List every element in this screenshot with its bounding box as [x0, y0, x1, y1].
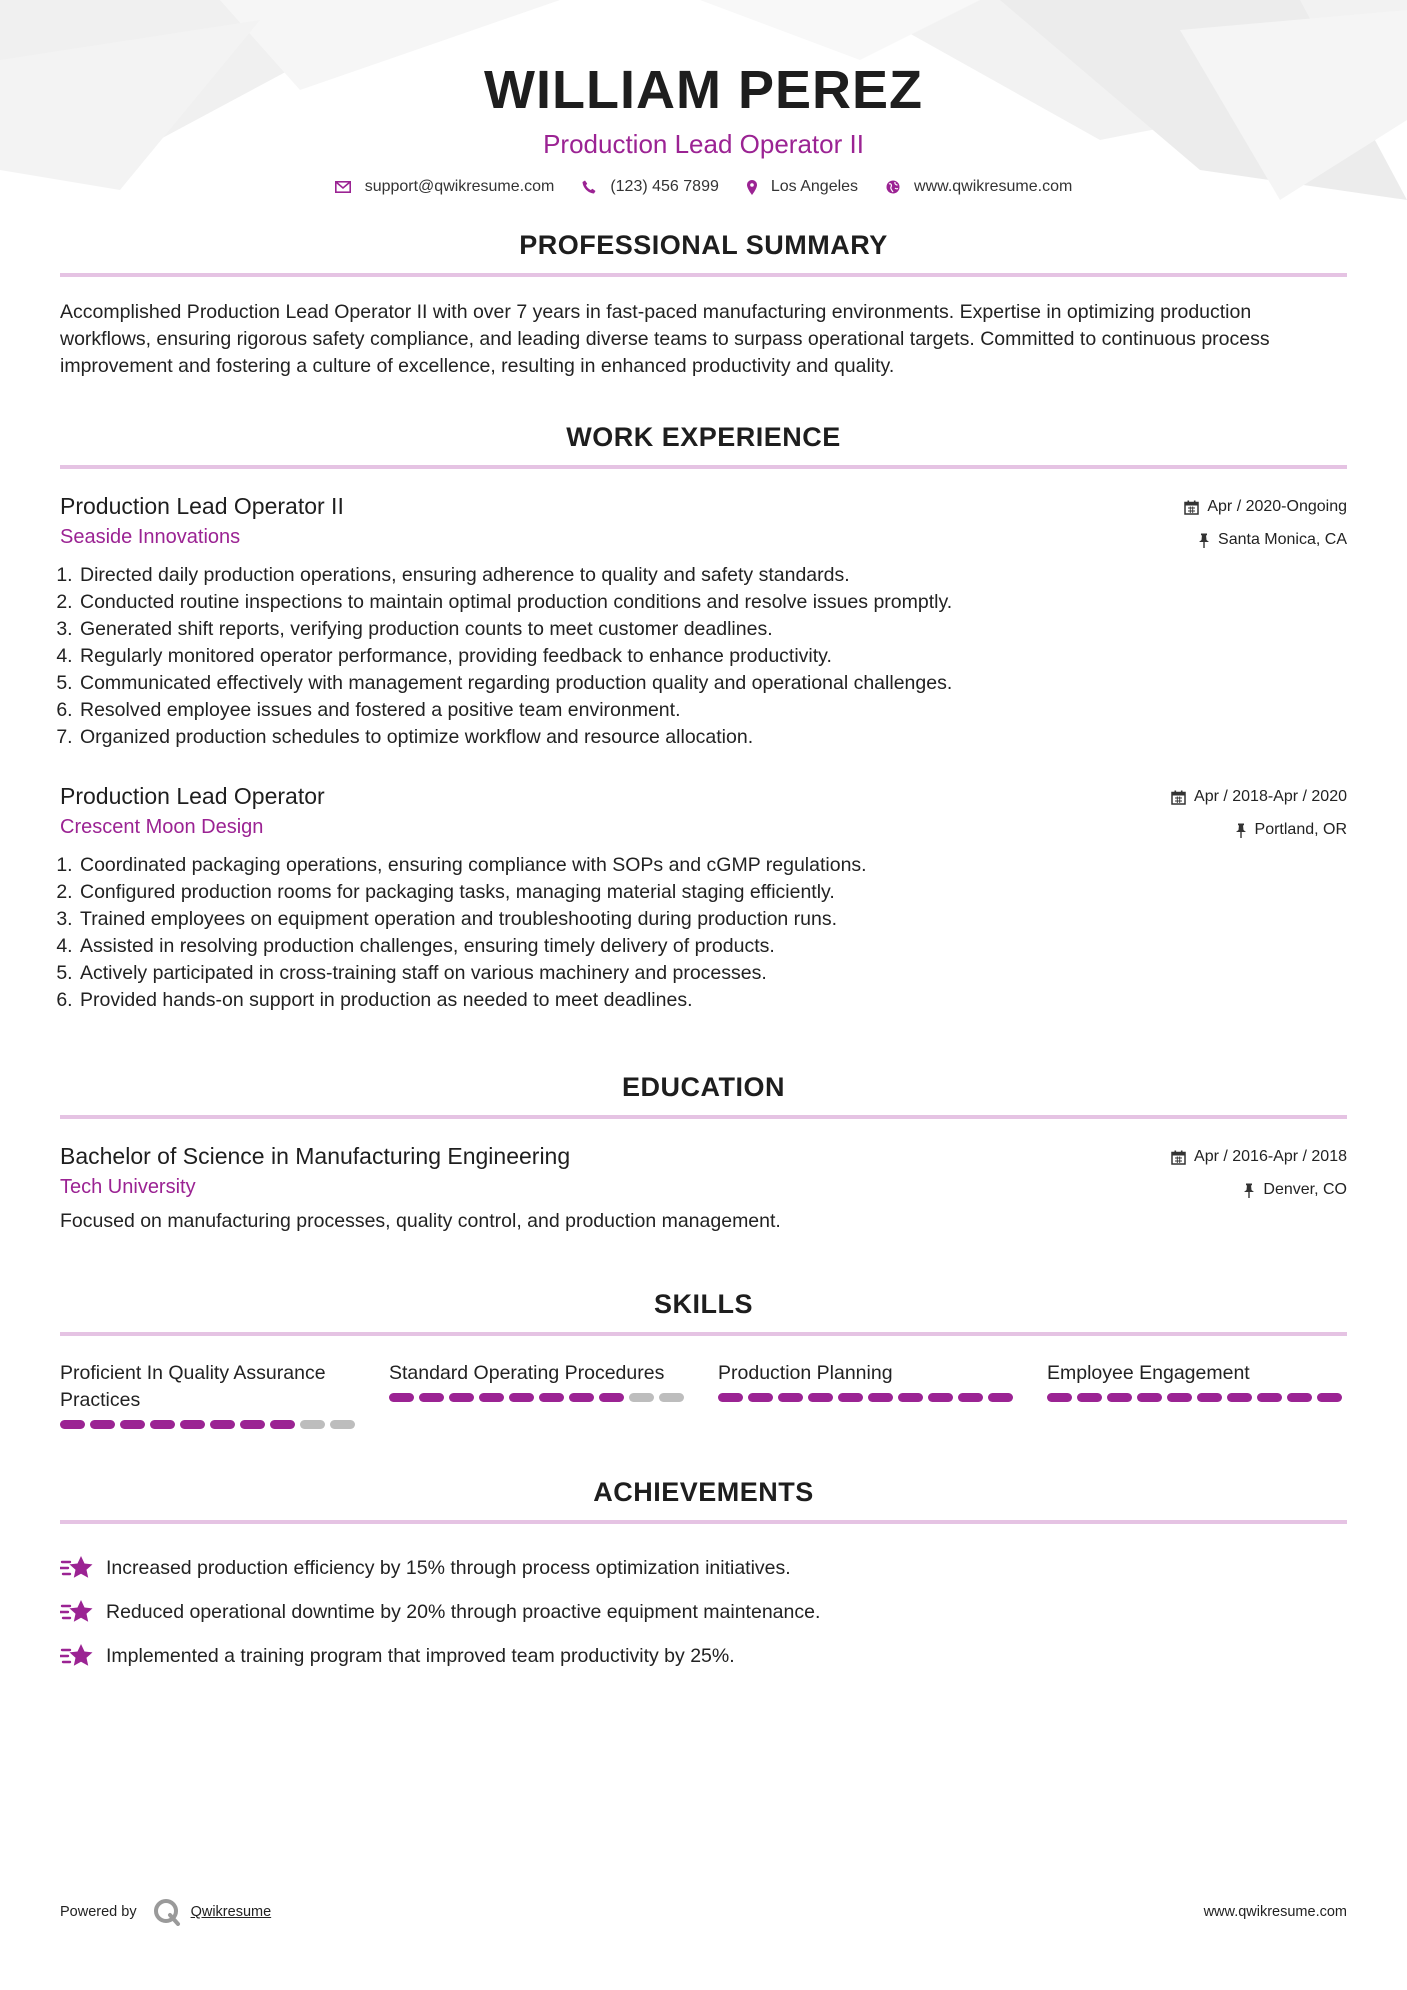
- skill-level-segment-filled: [1077, 1393, 1102, 1402]
- powered-by-label: Powered by: [60, 1904, 137, 1920]
- skill-level-segment-filled: [838, 1393, 863, 1402]
- skill-level-segment-empty: [629, 1393, 654, 1402]
- phone-icon: [582, 180, 596, 194]
- skill-rating: [389, 1393, 689, 1402]
- achievement-item: [60, 1634, 1347, 1678]
- resume-header: [0, 0, 1407, 196]
- skill-level-segment-filled: [1137, 1393, 1162, 1402]
- skill-level-segment-filled: [240, 1420, 265, 1429]
- footer-website-link[interactable]: www.qwikresume.com: [1203, 1904, 1347, 1920]
- skill-level-segment-filled: [210, 1420, 235, 1429]
- skill-rating: [1047, 1393, 1347, 1402]
- list-item: 3. Generated shift reports, verifying production counts to meet customer deadlines.: [78, 616, 1347, 643]
- skill-level-segment-filled: [958, 1393, 983, 1402]
- skill-level-segment-empty: [330, 1420, 355, 1429]
- job-location: Santa Monica, CA: [1218, 531, 1347, 548]
- contact-email-text: support@qwikresume.com: [364, 178, 555, 195]
- skill-level-segment-filled: [90, 1420, 115, 1429]
- list-item: 4. Regularly monitored operator performance, providing feedback to enhance productivity.: [78, 643, 1347, 670]
- achievement-text: Increased production efficiency by 15% through process optimization initiatives.: [106, 1556, 791, 1579]
- list-item: 2. Configured production rooms for packaging tasks, managing material staging efficiently.: [78, 879, 1347, 906]
- skill-level-segment-filled: [599, 1393, 624, 1402]
- skill-item: [60, 1360, 360, 1429]
- skill-level-segment-filled: [270, 1420, 295, 1429]
- summary-section: [60, 230, 1347, 380]
- skill-level-segment-filled: [988, 1393, 1013, 1402]
- education-heading: EDUCATION: [60, 1072, 1347, 1119]
- skill-level-segment-filled: [389, 1393, 414, 1402]
- contact-location-text: Los Angeles: [770, 178, 859, 195]
- summary-text: Accomplished Production Lead Operator II with over 7 years in fast-paced manufacturing environments. Expertise in optimizing production workflows, ensuring rigorous safety compliance, and leading diverse teams to surpass operational targets. Committed to continuous process improvement and fostering a culture of excellence, resulting in enhanced productivity and quality.: [60, 301, 1270, 377]
- page-footer: [60, 1898, 1347, 1926]
- star-badge-icon: [60, 1555, 94, 1581]
- skill-level-segment-filled: [1317, 1393, 1342, 1402]
- skill-rating: [718, 1393, 1018, 1402]
- job-duties-list: [60, 562, 1347, 751]
- skill-level-segment-filled: [509, 1393, 534, 1402]
- candidate-name: WILLIAM PEREZ: [484, 60, 923, 120]
- achievements-heading: ACHIEVEMENTS: [60, 1477, 1347, 1524]
- job-entry: [60, 491, 1347, 751]
- star-badge-icon: [60, 1643, 94, 1669]
- skill-level-segment-filled: [1047, 1393, 1072, 1402]
- school-name: Tech University: [60, 1176, 196, 1198]
- envelope-icon: [335, 181, 351, 193]
- skill-level-segment-filled: [1227, 1393, 1252, 1402]
- contact-website-text: www.qwikresume.com: [914, 178, 1073, 195]
- list-item: 6. Resolved employee issues and fostered a positive team environment.: [78, 697, 1347, 724]
- education-location: Denver, CO: [1263, 1181, 1347, 1198]
- contact-website[interactable]: [886, 178, 1072, 196]
- skill-level-segment-filled: [718, 1393, 743, 1402]
- skill-level-segment-filled: [120, 1420, 145, 1429]
- experience-heading: WORK EXPERIENCE: [60, 422, 1347, 469]
- skill-level-segment-filled: [898, 1393, 923, 1402]
- skill-name: Production Planning: [718, 1362, 893, 1384]
- calendar-icon: [1171, 790, 1186, 805]
- pin-icon: [1235, 823, 1247, 838]
- job-company: Crescent Moon Design: [60, 816, 264, 838]
- skill-item: [1047, 1360, 1347, 1429]
- pin-icon: [1198, 533, 1210, 548]
- job-company: Seaside Innovations: [60, 526, 241, 548]
- achievement-item: [60, 1546, 1347, 1590]
- list-item: 5. Communicated effectively with management regarding production quality and operational challenges.: [78, 670, 1347, 697]
- list-item: 6. Provided hands-on support in production as needed to meet deadlines.: [78, 987, 1347, 1014]
- list-item: 7. Organized production schedules to optimize workflow and resource allocation.: [78, 724, 1347, 751]
- job-entry: [60, 781, 1347, 1014]
- achievement-text: Implemented a training program that improved team productivity by 25%.: [106, 1644, 735, 1667]
- job-duties-list: [60, 852, 1347, 1014]
- skill-level-segment-filled: [1287, 1393, 1312, 1402]
- education-description: Focused on manufacturing processes, quality control, and production management.: [60, 1210, 781, 1232]
- globe-icon: [886, 180, 900, 194]
- job-title: Production Lead Operator II: [60, 493, 344, 519]
- candidate-role: Production Lead Operator II: [543, 129, 864, 159]
- contact-location: [747, 178, 858, 196]
- skill-rating: [60, 1420, 360, 1429]
- skill-level-segment-filled: [748, 1393, 773, 1402]
- contact-phone[interactable]: [582, 178, 719, 196]
- achievements-section: [60, 1477, 1347, 1678]
- skill-level-segment-filled: [928, 1393, 953, 1402]
- degree-title: Bachelor of Science in Manufacturing Engineering: [60, 1143, 571, 1169]
- achievement-item: [60, 1590, 1347, 1634]
- skills-heading: SKILLS: [60, 1289, 1347, 1336]
- skill-item: [389, 1360, 689, 1429]
- job-title: Production Lead Operator: [60, 783, 325, 809]
- pin-icon: [1243, 1183, 1255, 1198]
- skill-item: [718, 1360, 1018, 1429]
- skill-level-segment-filled: [1257, 1393, 1282, 1402]
- skill-level-segment-filled: [868, 1393, 893, 1402]
- qwikresume-logo-icon: [153, 1898, 181, 1926]
- skill-name: Proficient In Quality Assurance Practices: [60, 1362, 326, 1411]
- skill-level-segment-empty: [300, 1420, 325, 1429]
- skill-level-segment-filled: [150, 1420, 175, 1429]
- map-pin-icon: [747, 180, 757, 195]
- skill-level-segment-filled: [778, 1393, 803, 1402]
- skill-level-segment-filled: [60, 1420, 85, 1429]
- skill-name: Employee Engagement: [1047, 1362, 1250, 1384]
- calendar-icon: [1184, 500, 1199, 515]
- list-item: 1. Directed daily production operations, ensuring adherence to quality and safety standards.: [78, 562, 1347, 589]
- skills-section: [60, 1289, 1347, 1429]
- star-badge-icon: [60, 1599, 94, 1625]
- skill-level-segment-filled: [569, 1393, 594, 1402]
- list-item: 2. Conducted routine inspections to maintain optimal production conditions and resolve issues promptly.: [78, 589, 1347, 616]
- skill-level-segment-filled: [1167, 1393, 1192, 1402]
- education-entry: [60, 1141, 1347, 1235]
- skill-level-segment-filled: [479, 1393, 504, 1402]
- list-item: 3. Trained employees on equipment operation and troubleshooting during production runs.: [78, 906, 1347, 933]
- skill-level-segment-filled: [1197, 1393, 1222, 1402]
- achievement-text: Reduced operational downtime by 20% through proactive equipment maintenance.: [106, 1600, 821, 1623]
- skill-level-segment-filled: [180, 1420, 205, 1429]
- skill-level-segment-filled: [419, 1393, 444, 1402]
- job-dates: Apr / 2018-Apr / 2020: [1194, 788, 1347, 805]
- contact-bar: [0, 178, 1407, 196]
- calendar-icon: [1171, 1150, 1186, 1165]
- experience-section: [60, 422, 1347, 1014]
- summary-heading: PROFESSIONAL SUMMARY: [60, 230, 1347, 277]
- skill-level-segment-filled: [539, 1393, 564, 1402]
- skill-level-segment-empty: [659, 1393, 684, 1402]
- skill-level-segment-filled: [808, 1393, 833, 1402]
- skill-level-segment-filled: [449, 1393, 474, 1402]
- skill-level-segment-filled: [1107, 1393, 1132, 1402]
- education-dates: Apr / 2016-Apr / 2018: [1194, 1148, 1347, 1165]
- list-item: 1. Coordinated packaging operations, ensuring compliance with SOPs and cGMP regulations.: [78, 852, 1347, 879]
- list-item: 5. Actively participated in cross-training staff on various machinery and processes.: [78, 960, 1347, 987]
- contact-email[interactable]: [335, 178, 555, 196]
- brand-link[interactable]: Qwikresume: [190, 1904, 272, 1920]
- job-location: Portland, OR: [1254, 821, 1347, 838]
- education-section: [60, 1072, 1347, 1235]
- contact-phone-text: (123) 456 7899: [610, 178, 719, 195]
- list-item: 4. Assisted in resolving production challenges, ensuring timely delivery of products.: [78, 933, 1347, 960]
- skill-name: Standard Operating Procedures: [389, 1362, 665, 1384]
- job-dates: Apr / 2020-Ongoing: [1207, 498, 1347, 515]
